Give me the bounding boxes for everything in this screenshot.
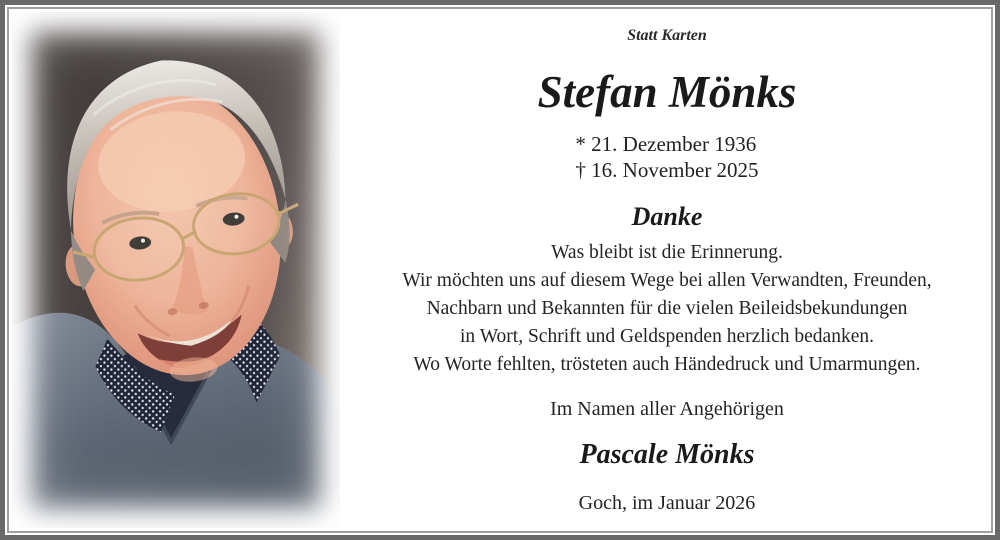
place-date-line: Goch, im Januar 2026 (578, 492, 756, 514)
thanks-heading: Danke (631, 202, 703, 231)
death-date-line: † 16. November 2025 (575, 158, 759, 182)
body-line: Wir möchten uns auf diesem Wege bei allen Verwandten, Freunden, (402, 270, 932, 291)
portrait-photo (12, 12, 340, 528)
body-line: Was bleibt ist die Erinnerung. (551, 242, 783, 263)
portrait-illustration (12, 12, 340, 528)
birth-date-line: * 21. Dezember 1936 (575, 132, 757, 156)
signature-name: Pascale Mönks (579, 439, 755, 470)
body-line: Wo Worte fehlten, trösteten auch Händedruck und Umarmungen. (413, 354, 921, 375)
signature-intro: Im Namen aller Angehörigen (550, 398, 784, 420)
deceased-name: Stefan Mönks (537, 67, 797, 117)
life-dates (575, 131, 758, 183)
body-line: in Wort, Schrift und Geldspenden herzlich bedanken. (460, 326, 874, 347)
notice-text-column (352, 12, 982, 516)
body-line: Nachbarn und Bekannten für die vielen Beileidsbekundungen (426, 298, 908, 319)
thanks-body (352, 239, 982, 379)
pre-header-text: Statt Karten (627, 27, 707, 44)
